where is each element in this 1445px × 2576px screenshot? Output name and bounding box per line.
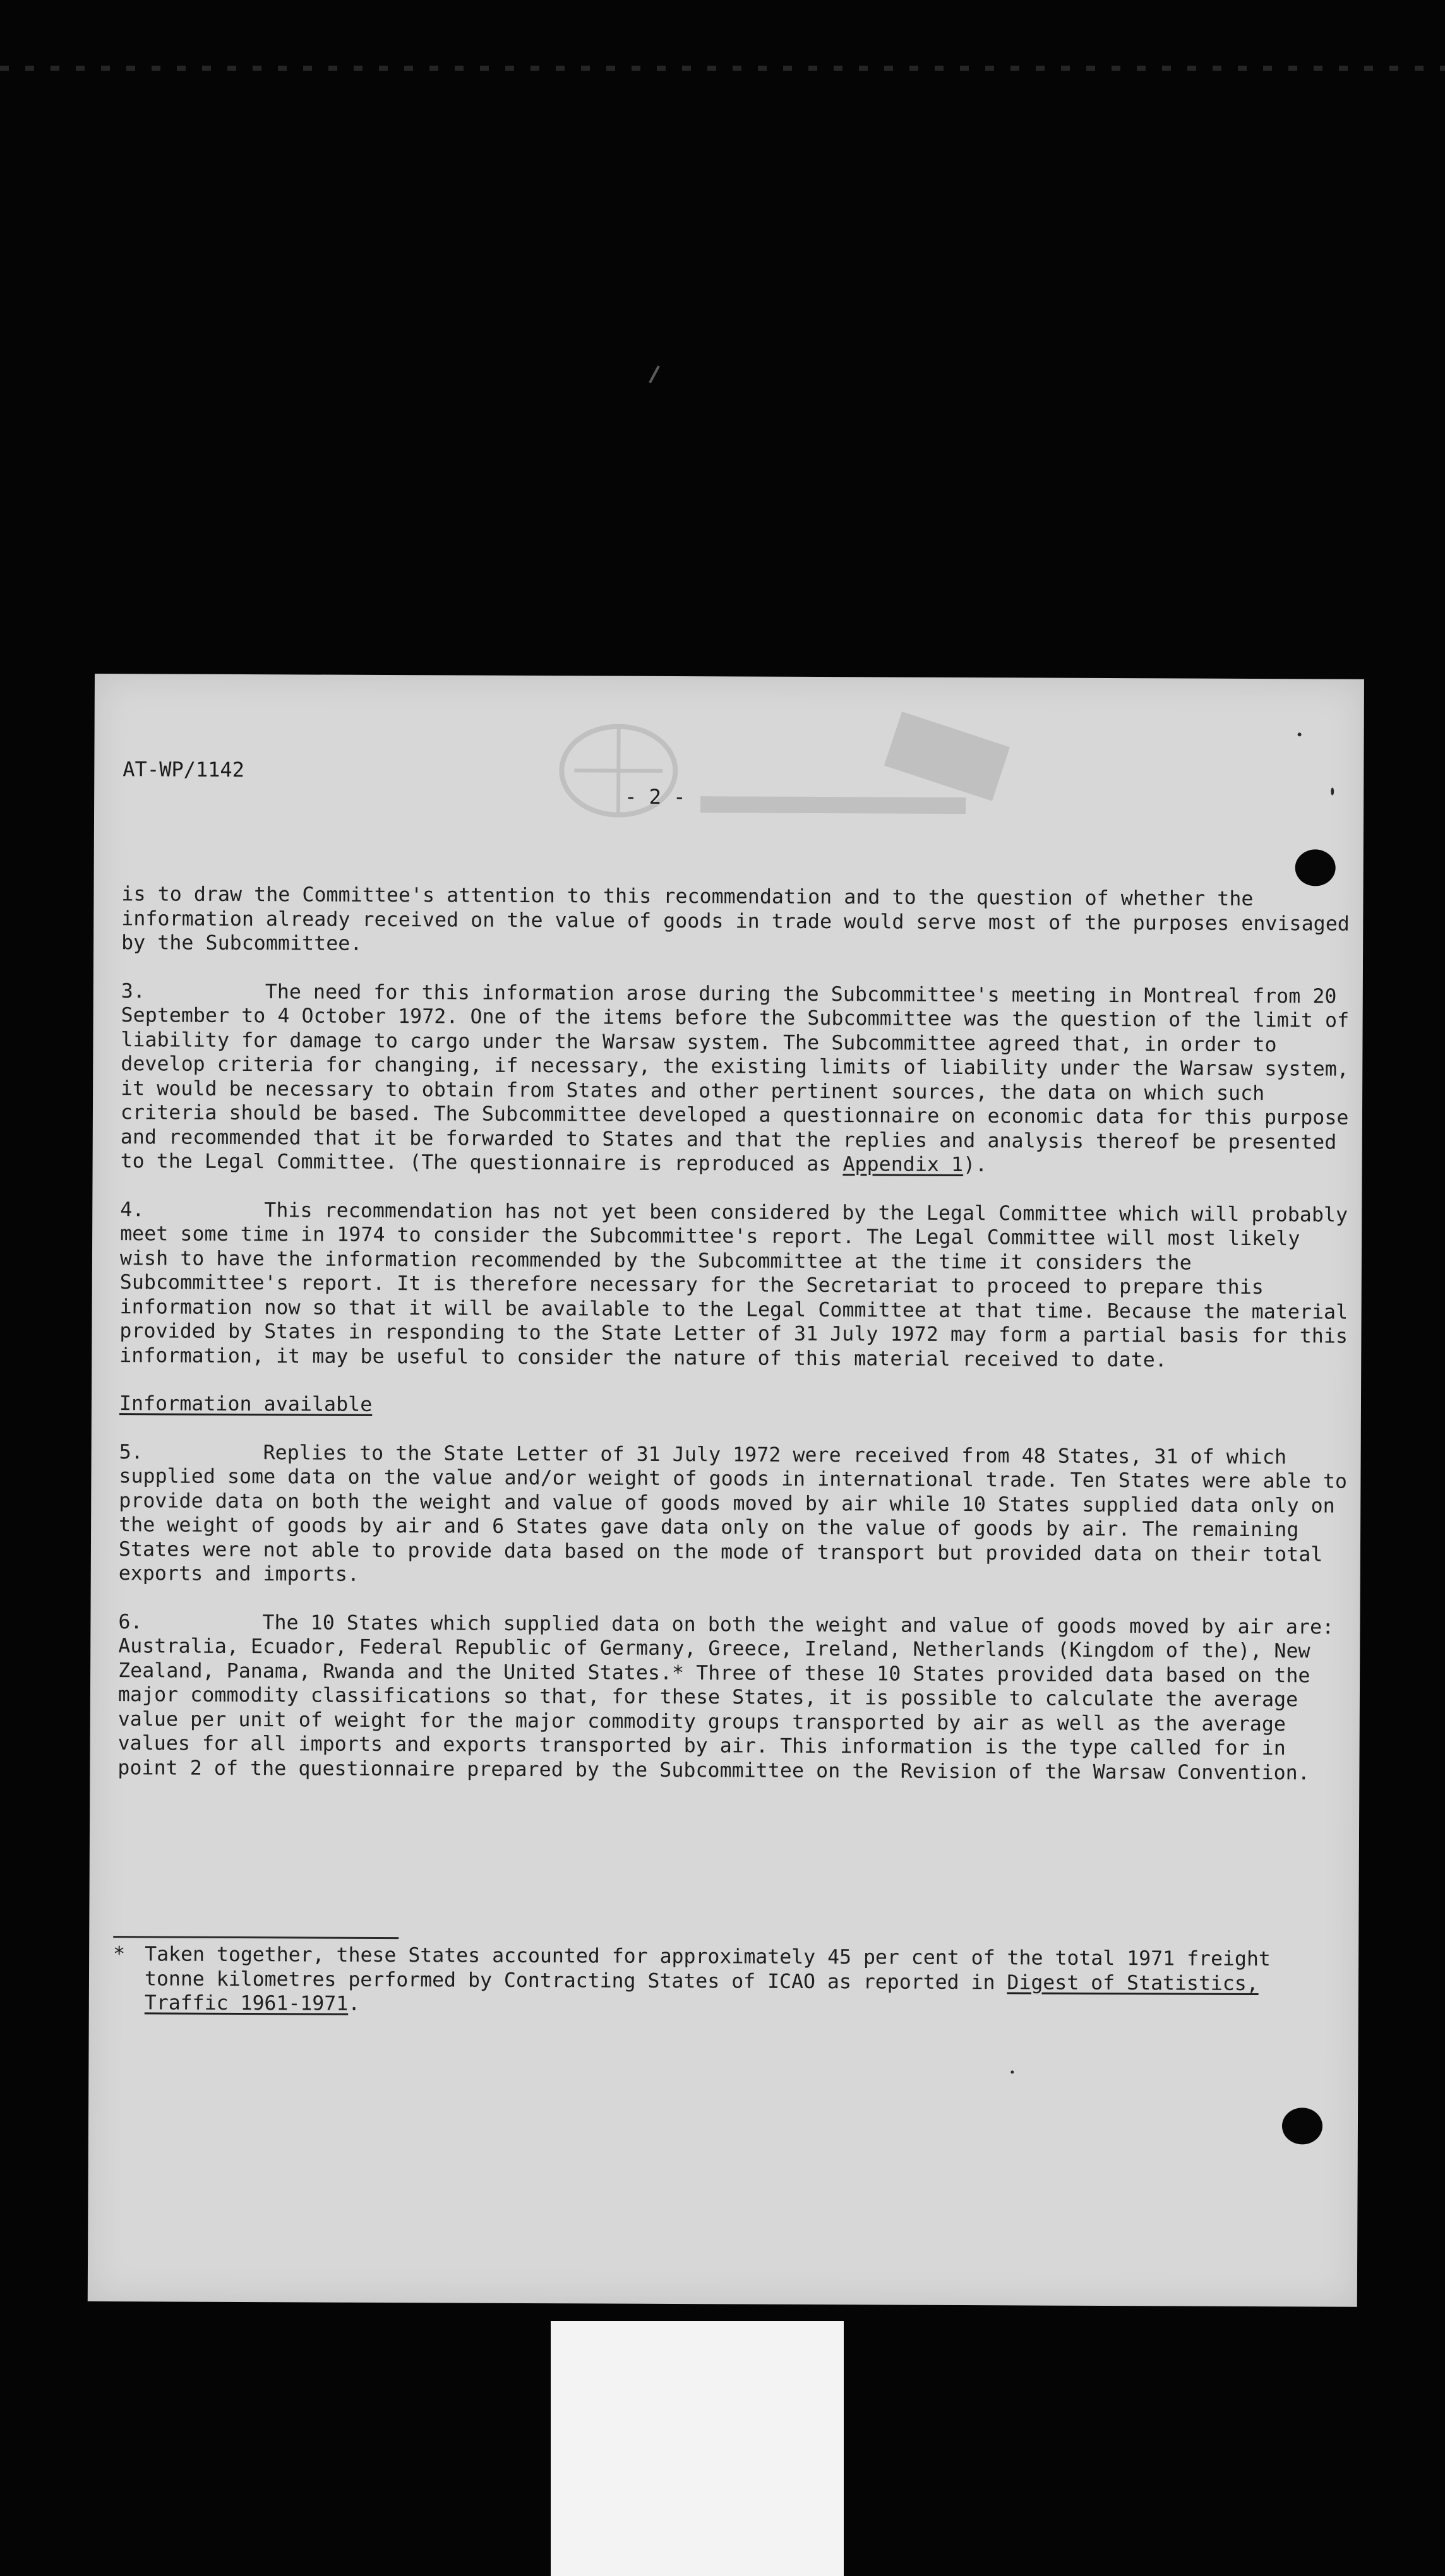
footnote-text-end: . <box>348 1992 361 2015</box>
paragraph-4 <box>119 1198 1352 1373</box>
dust-speck <box>1331 788 1334 796</box>
paragraph-text: The need for this information arose during the Subcommittee's meeting in Montreal from 20 September to 4 October 1972. One of the items before the Subcommittee was the question of the limit of liability for damage to cargo under the Warsaw system. The Subcommittee agreed that, in order to develop criteria for changing, if necessary, the existing limits of liability under the Warsaw system, it would be necessary to obtain from States and other pertinent sources, the data on which such criteria should be based. The Subcommittee developed a questionnaire on economic data for this purpose and recommended that it be forwarded to States and that the replies and analysis thereof be presented to the Legal Committee. (The questionnaire is reproduced as <box>120 980 1350 1176</box>
document-body <box>117 882 1353 1809</box>
footnote-rule <box>113 1936 399 1939</box>
section-heading: Information available <box>119 1392 373 1416</box>
paragraph-text: The 10 States which supplied data on both the weight and value of goods moved by air are: Australia, Ecuador, Federal Republic of Germany, Greece, Ireland, Netherlands (Kingdom of the), New Zealand, Panama, Rwanda and the United States.* Three of these 10 States provided data based on the major commodity classifications so that, for these States, it is possible to calculate the average value per unit of weight for the major commodity groups transported by air as well as the average values for all imports and exports transported by air. This information is the type called for in point 2 of the questionnaire prepared by the Subcommittee on the Revision of the Warsaw Convention. <box>117 1611 1334 1784</box>
page-number: - 2 - <box>625 784 686 809</box>
appendix-reference: Appendix 1 <box>842 1153 964 1177</box>
paragraph-5 <box>119 1440 1351 1592</box>
blank-card <box>551 2321 844 2576</box>
footnote-text: Taken together, these States accounted for approximately 45 per cent of the total 1971 freight tonne kilometres performed by Contracting States of ICAO as reported in <box>144 1943 1271 1994</box>
paragraph-text: is to draw the Committee's attention to this recommendation and to the question of whether the information already received on the value of goods in trade would serve most of the purposes envisaged by the Subcommittee. <box>121 883 1350 955</box>
punch-hole-top <box>1295 849 1336 886</box>
document-reference: AT-WP/1142 <box>123 757 245 782</box>
emblem-watermark <box>536 701 1017 880</box>
footnote <box>113 1942 1294 2020</box>
paragraph-text: This recommendation has not yet been considered by the Legal Committee which will probably meet some time in 1974 to consider the Subcommittee's report. The Legal Committee will most likely wish to have the information recommended by the Subcommittee at the time it considers the Subcommittee's report. It is therefore necessary for the Secretariat to proceed to prepare this information now so that it will be available to the Legal Committee at that time. Because the material provided by States in responding to the State Letter of 31 July 1972 may form a partial basis for this information, it may be useful to consider the nature of this material received to date. <box>119 1198 1348 1371</box>
footnote-mark: * <box>113 1943 126 1966</box>
paragraph-text-end: ). <box>963 1154 988 1177</box>
paragraph-continuation <box>121 882 1353 960</box>
paragraph-3 <box>121 979 1353 1179</box>
dust-speck <box>1298 732 1302 736</box>
paragraph-text: Replies to the State Letter of 31 July 1972 were received from 48 States, 31 of which supplied some data on the value and/or weight of goods in international trade. Ten States were able to provide data on both the weight and value of goods moved by air while 10 States supplied data only on the weight of goods by air and 6 States gave data only on the value of goods by air. The remaining States were not able to provide data based on the mode of transport but provided data on their total exports and imports. <box>118 1441 1348 1586</box>
document-page <box>88 674 1364 2307</box>
punch-hole-bottom <box>1282 2108 1322 2144</box>
paragraph-number: 3. <box>121 979 146 1003</box>
footnote-text-block <box>145 1942 1294 2020</box>
paragraph-number: 5. <box>119 1440 143 1464</box>
dust-speck <box>1010 2070 1014 2073</box>
film-scratch <box>649 366 660 383</box>
digest-reference: Digest of Statistics, Traffic 1961-1971 <box>144 1971 1259 2015</box>
paragraph-6 <box>117 1610 1350 1786</box>
scan-edge-artifact <box>0 66 1445 71</box>
paragraph-number: 4. <box>120 1198 145 1221</box>
paragraph-number: 6. <box>118 1610 143 1633</box>
